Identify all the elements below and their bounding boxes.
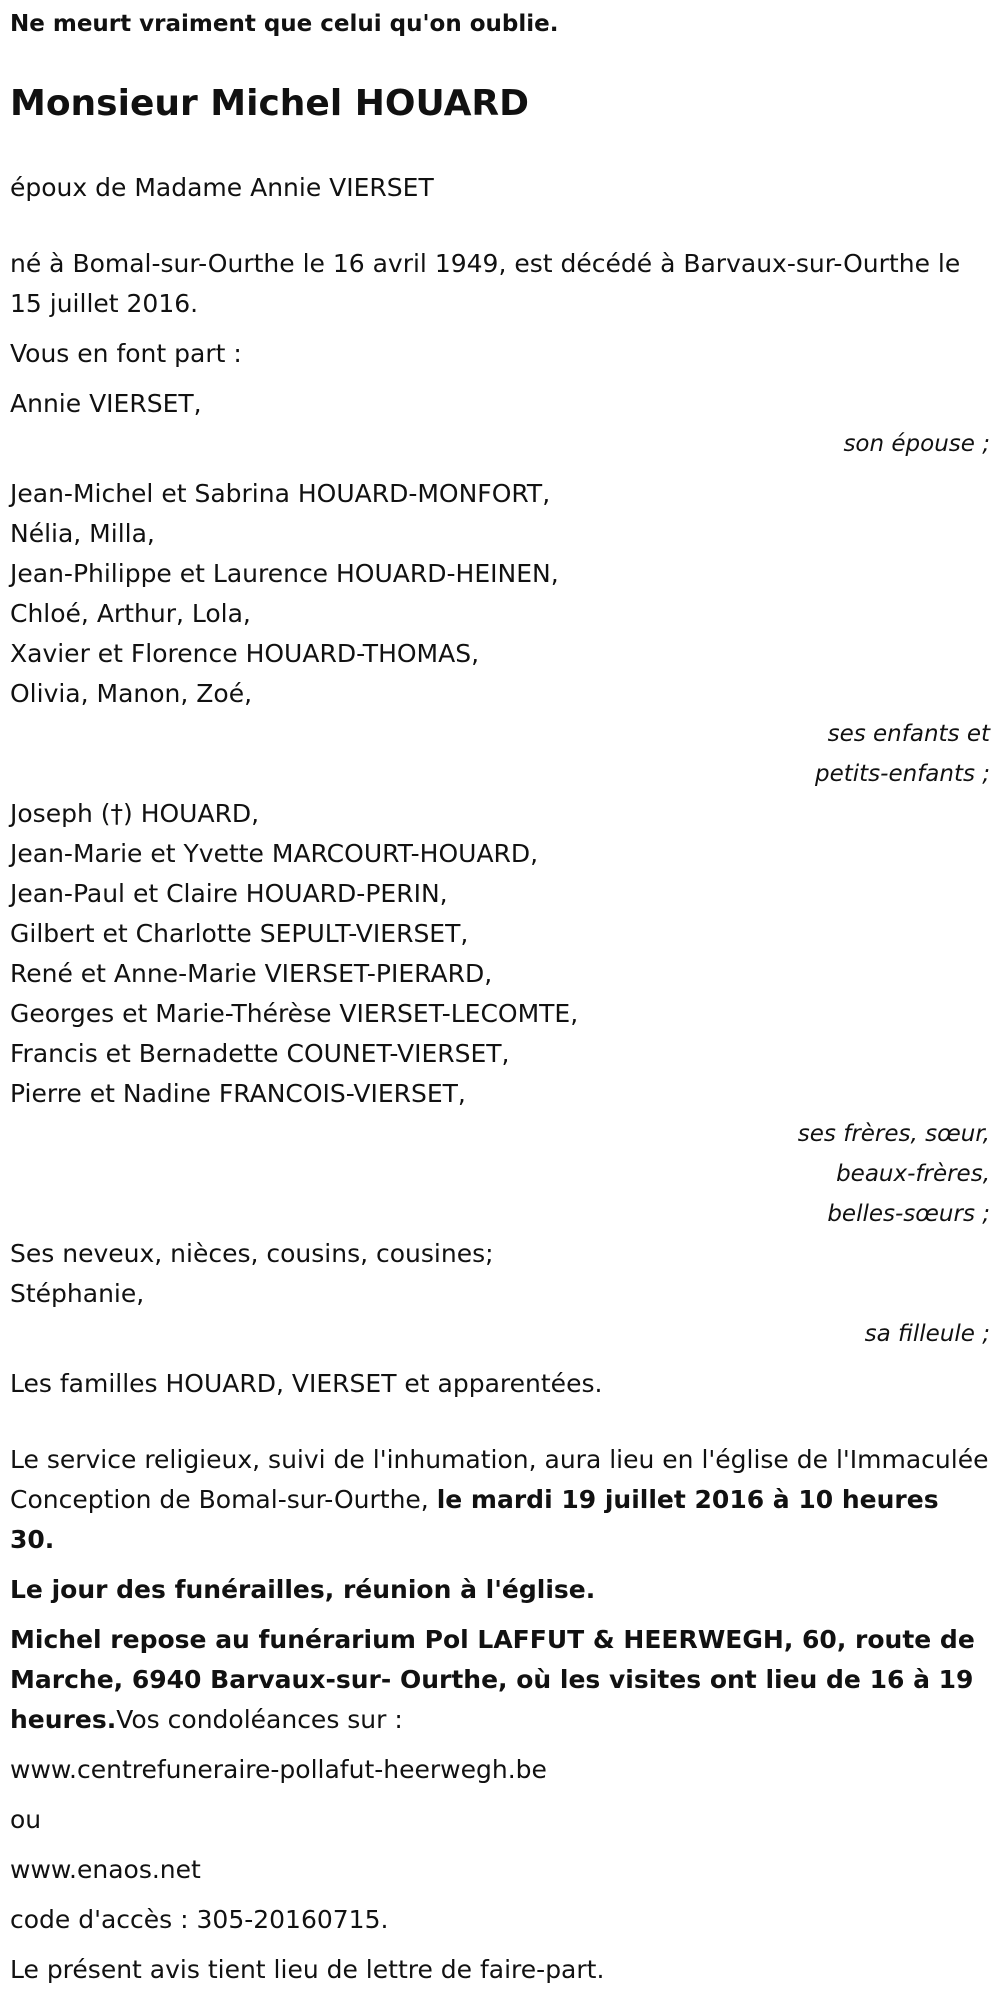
family-name-line: Stéphanie, [10,1279,145,1308]
family-name-line: Jean-Marie et Yvette MARCOURT-HOUARD, [10,839,539,868]
epitaph-quote: Ne meurt vraiment que celui qu'on oublie. [10,11,559,37]
relation-label: son épouse ; [843,431,990,457]
funeral-home-paragraph [10,1620,990,1740]
spouse-line: époux de Madame Annie VIERSET [10,173,434,202]
family-name-line: Jean-Philippe et Laurence HOUARD-HEINEN, [10,559,559,588]
family-name-line: Francis et Bernadette COUNET-VIERSET, [10,1039,510,1068]
website-link-2[interactable]: www.enaos.net [10,1855,201,1884]
funeral-home-text: Michel repose au funérarium Pol LAFFUT & HEERWEGH, 60, route de Marche, 6940 Barvaux-sur- Ourthe, où les visites ont lieu de 16 à 19 heures. [10,1625,975,1734]
relation-label: petits-enfants ; [814,761,990,787]
service-date: le mardi 19 juillet 2016 à 10 heures 30. [10,1485,939,1554]
obituary-content [10,8,990,1990]
relation-label: belles-sœurs ; [827,1201,990,1227]
family-block-spouse [10,384,990,464]
relation-label: beaux-frères, [836,1161,990,1187]
closing-line: Le présent avis tient lieu de lettre de faire-part. [10,1955,605,1984]
relation-label: sa filleule ; [864,1321,990,1347]
family-block-siblings [10,794,990,1234]
relation-label: ses enfants et [827,721,990,747]
family-name-line: Olivia, Manon, Zoé, [10,679,253,708]
family-name-line: Pierre et Nadine FRANCOIS-VIERSET, [10,1079,466,1108]
service-text: Le service religieux, suivi de l'inhumation, aura lieu en l'église de l'Immaculée Conception de Bomal-sur-Ourthe, [10,1445,989,1514]
family-name-line: René et Anne-Marie VIERSET-PIERARD, [10,959,493,988]
family-name-line: Ses neveux, nièces, cousins, cousines; [10,1239,494,1268]
family-name-line: Chloé, Arthur, Lola, [10,599,251,628]
family-block-goddaughter [10,1234,990,1354]
obituary-page [0,8,1000,1984]
condolences-label: Vos condoléances sur : [116,1705,403,1734]
or-separator: ou [10,1805,42,1834]
family-name-line: Joseph (†) HOUARD, [10,799,260,828]
family-name-line: Jean-Michel et Sabrina HOUARD-MONFORT, [10,479,551,508]
family-name-line: Gilbert et Charlotte SEPULT-VIERSET, [10,919,469,948]
family-block-children [10,474,990,794]
family-name-line: Annie VIERSET, [10,389,202,418]
website-link-1[interactable]: www.centrefuneraire-pollafut-heerwegh.be [10,1755,547,1784]
families-line: Les familles HOUARD, VIERSET et apparentées. [10,1369,603,1398]
reunion-line: Le jour des funérailles, réunion à l'église. [10,1575,596,1604]
family-name-line: Nélia, Milla, [10,519,155,548]
service-paragraph [10,1440,990,1560]
family-name-line: Georges et Marie-Thérèse VIERSET-LECOMTE, [10,999,579,1028]
access-code-line: code d'accès : 305-20160715. [10,1905,389,1934]
announcement-line: Vous en font part : [10,339,242,368]
deceased-name: Monsieur Michel HOUARD [10,83,530,124]
birth-death-line: né à Bomal-sur-Ourthe le 16 avril 1949, est décédé à Barvaux-sur-Ourthe le 15 juillet 2016. [10,249,961,318]
family-name-line: Xavier et Florence HOUARD-THOMAS, [10,639,480,668]
relation-label: ses frères, sœur, [797,1121,990,1147]
family-name-line: Jean-Paul et Claire HOUARD-PERIN, [10,879,448,908]
